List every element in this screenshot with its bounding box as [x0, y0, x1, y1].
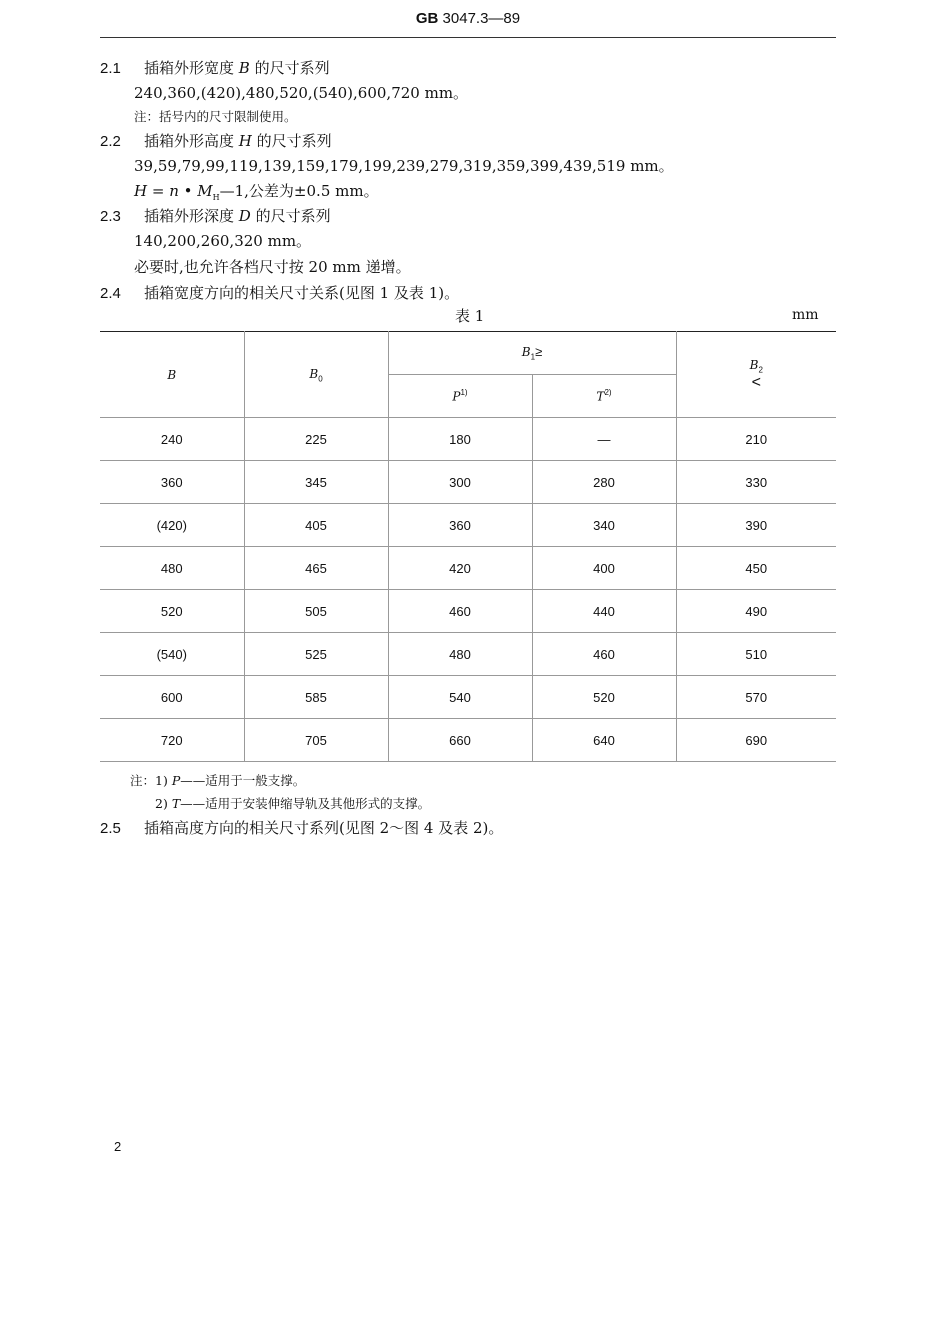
section-2-3-values: 140,200,260,320 mm。 — [134, 232, 312, 250]
table-cell: 360 — [388, 504, 532, 547]
header-b: B — [100, 332, 244, 418]
table-note-2: 2) T——适用于安装伸缩导轨及其他形式的支撑。 — [155, 796, 431, 811]
table-cell: — — [532, 418, 676, 461]
table-cell: 180 — [388, 418, 532, 461]
table-cell: 510 — [676, 633, 836, 676]
table-cell: 505 — [244, 590, 388, 633]
page-number: 2 — [114, 1139, 122, 1154]
dimension-table — [100, 331, 836, 762]
table-cell: 280 — [532, 461, 676, 504]
table-unit: mm — [792, 307, 819, 323]
table-row — [100, 461, 836, 504]
table-body — [100, 418, 836, 762]
header-b0: $B_0$ — [244, 332, 388, 418]
section-2-1-values: 240,360,(420),480,520,(540),600,720 mm。 — [134, 84, 469, 102]
table-row — [100, 590, 836, 633]
table-cell: 480 — [388, 633, 532, 676]
table-cell: 450 — [676, 547, 836, 590]
table-cell: 640 — [532, 719, 676, 762]
section-2-3-extra: 必要时,也允许各档尺寸按 20 mm 递增。 — [134, 258, 411, 276]
table-cell: 340 — [532, 504, 676, 547]
table-cell: 420 — [388, 547, 532, 590]
table-row — [100, 547, 836, 590]
section-2-4-heading: 2.4 插箱宽度方向的相关尺寸关系(见图 1 及表 1)。 — [100, 284, 460, 302]
table-cell: 660 — [388, 719, 532, 762]
table-note-1: 注：1) P——适用于一般支撑。 — [130, 773, 306, 788]
table-cell: 240 — [100, 418, 244, 461]
header-b1: $B_1\ge$ — [388, 332, 676, 375]
table-cell: (420) — [100, 504, 244, 547]
header-b2: $B_2$ < — [676, 332, 836, 418]
table-cell: 705 — [244, 719, 388, 762]
header-t: $T^{2)}$ — [532, 375, 676, 418]
table-cell: 480 — [100, 547, 244, 590]
table-cell: 540 — [388, 676, 532, 719]
standard-number: 3047.3—89 — [442, 10, 521, 27]
table-row — [100, 719, 836, 762]
table-cell: 520 — [532, 676, 676, 719]
section-2-1-note: 注：括号内的尺寸限制使用。 — [134, 109, 297, 124]
section-2-2-formula: H = n • $M_H—1$,公差为±0.5 mm。 — [134, 182, 379, 202]
table-cell: 490 — [676, 590, 836, 633]
table-cell: 225 — [244, 418, 388, 461]
table-cell: 525 — [244, 633, 388, 676]
table-cell: 720 — [100, 719, 244, 762]
table-cell: 520 — [100, 590, 244, 633]
table-cell: (540) — [100, 633, 244, 676]
table-cell: 690 — [676, 719, 836, 762]
table-cell: 405 — [244, 504, 388, 547]
table-cell: 460 — [532, 633, 676, 676]
table-caption: 表 1 — [455, 307, 485, 325]
table-cell: 400 — [532, 547, 676, 590]
standard-prefix: GB — [415, 10, 439, 27]
header-rule — [100, 37, 836, 38]
table-cell: 330 — [676, 461, 836, 504]
table-cell: 585 — [244, 676, 388, 719]
section-2-2-values: 39,59,79,99,119,139,159,179,199,239,279,319,359,399,439,519 mm。 — [134, 157, 674, 175]
section-2-3-heading: 2.3 插箱外形深度 D 的尺寸系列 — [100, 207, 331, 225]
table-row — [100, 504, 836, 547]
header-p: $P^{1)}$ — [388, 375, 532, 418]
table-cell: 300 — [388, 461, 532, 504]
table-cell: 460 — [388, 590, 532, 633]
table-cell: 570 — [676, 676, 836, 719]
table-cell: 600 — [100, 676, 244, 719]
table-row — [100, 418, 836, 461]
table-cell: 345 — [244, 461, 388, 504]
table-cell: 360 — [100, 461, 244, 504]
table-cell: 465 — [244, 547, 388, 590]
document-header — [100, 10, 836, 27]
section-2-1-heading: 2.1 插箱外形宽度 B 的尺寸系列 — [100, 59, 330, 77]
section-2-2-heading: 2.2 插箱外形高度 H 的尺寸系列 — [100, 132, 332, 150]
table-row — [100, 633, 836, 676]
section-2-5-heading: 2.5 插箱高度方向的相关尺寸系列(见图 2～图 4 及表 2)。 — [100, 819, 504, 837]
table-cell: 390 — [676, 504, 836, 547]
table-row — [100, 676, 836, 719]
table-cell: 440 — [532, 590, 676, 633]
table-cell: 210 — [676, 418, 836, 461]
